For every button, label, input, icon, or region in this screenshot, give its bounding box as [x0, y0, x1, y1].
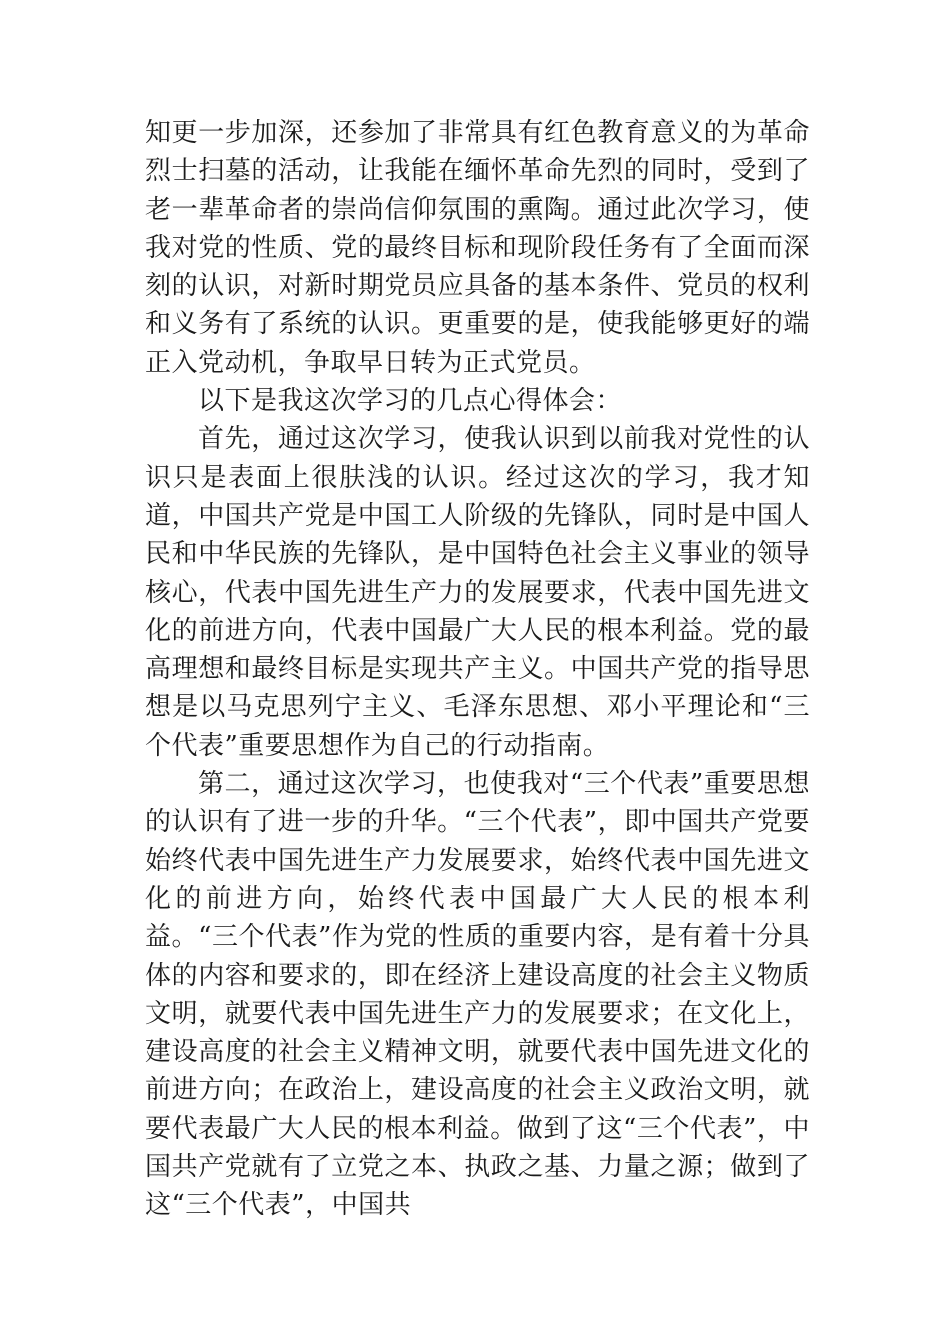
paragraph-3: 首先，通过这次学习，使我认识到以前我对党性的认识只是表面上很肤浅的认识。经过这次的学习，我才知道，中国共产党是中国工人阶级的先锋队，同时是中国人民和中华民族的先锋队，是中国特色社会主义事业的领导核心，代表中国先进生产力的发展要求，代表中国先进文化的前进方向，代表中国最广大人民的根本利益。党的最高理想和最终目标是实现共产主义。中国共产党的指导思想是以马克思列宁主义、毛泽东思想、邓小平理论和“三个代表”重要思想作为自己的行动指南。 — [145, 424, 810, 761]
document-body — [145, 114, 810, 1225]
paragraph-4: 第二，通过这次学习，也使我对“三个代表”重要思想的认识有了进一步的升华。“三个代表”，即中国共产党要始终代表中国先进生产力发展要求，始终代表中国先进文化的前进方向，始终代表中国最广大人民的根本利益。“三个代表”作为党的性质的重要内容，是有着十分具体的内容和要求的，即在经济上建设高度的社会主义物质文明，就要代表中国先进生产力的发展要求；在文化上，建设高度的社会主义精神文明，就要代表中国先进文化的前进方向；在政治上，建设高度的社会主义政治文明，就要代表最广大人民的根本利益。做到了这“三个代表”，中国共产党就有了立党之本、执政之基、力量之源；做到了这“三个代表”，中国共 — [145, 769, 810, 1221]
paragraph-1: 知更一步加深，还参加了非常具有红色教育意义的为革命烈士扫墓的活动，让我能在缅怀革命先烈的同时，受到了老一辈革命者的崇尚信仰氛围的熏陶。通过此次学习，使我对党的性质、党的最终目标和现阶段任务有了全面而深刻的认识，对新时期党员应具备的基本条件、党员的权利和义务有了系统的认识。更重要的是，使我能够更好的端正入党动机，争取早日转为正式党员。 — [145, 118, 810, 378]
paragraph-2: 以下是我这次学习的几点心得体会： — [198, 386, 623, 417]
